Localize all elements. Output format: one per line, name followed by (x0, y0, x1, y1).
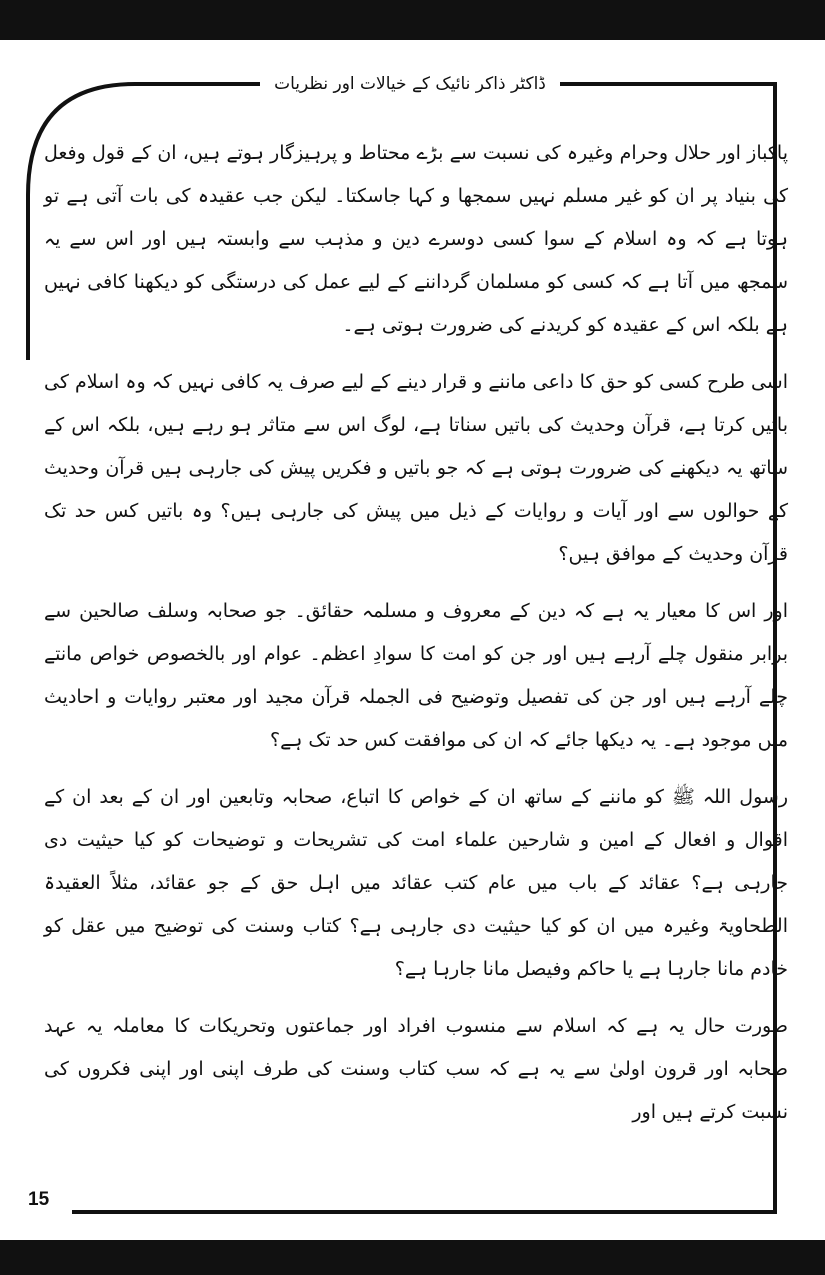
page-number: 15 (28, 1189, 50, 1210)
body-paragraph: اور اس کا معیار یہ ہے کہ دین کے معروف و مسلمہ حقائق۔ جو صحابہ وسلف صالحین سے برابر منقول چلے آرہے ہیں اور جن کو امت کا سوادِ اعظم۔ عوام اور بالخصوص خواص مانتے چلے آرہے ہیں اور جن کی تفصیل وتوضیح فی الجملہ قرآن مجید اور معتبر روایات و احادیث میں موجود ہے۔ یہ دیکھا جائے کہ ان کی موافقت کس حد تک ہے؟ (44, 600, 788, 751)
bottom-scan-border (0, 1240, 825, 1275)
body-paragraph: پاکباز اور حلال وحرام وغیرہ کی نسبت سے بڑے محتاط و پرہیزگار ہوتے ہیں، ان کے قول وفعل کی بنیاد پر ان کو غیر مسلم نہیں سمجھا و کہا جاسکتا۔ لیکن جب عقیدہ کی بات آتی ہے تو ہوتا ہے کہ وہ اسلام کے سوا کسی دوسرے دین و مذہب سے وابستہ ہیں اور اس سے یہ سمجھ میں آتا ہے کہ کسی کو مسلمان گرداننے کے لیے عمل کی درستگی کو دیکھنا کافی نہیں ہے بلکہ اس کے عقیدہ کو کریدنے کی ضرورت ہوتی ہے۔ (44, 142, 788, 336)
page-body (44, 132, 788, 1148)
running-header-title: ڈاکٹر ذاکر نائیک کے خیالات اور نظریات (260, 64, 560, 104)
body-paragraph: اسی طرح کسی کو حق کا داعی ماننے و قرار دینے کے لیے صرف یہ کافی نہیں کہ وہ اسلام کی باتیں کرتا ہے، قرآن وحدیث کی باتیں سناتا ہے، لوگ اس سے متاثر ہو رہے ہیں، بلکہ اس کے ساتھ یہ دیکھنے کی ضرورت ہوتی ہے کہ جو باتیں و فکریں پیش کی جارہی ہیں قرآن وحدیث کے حوالوں سے اور آیات و روایات کے ذیل میں پیش کی جارہی ہیں؟ وہ باتیں کس حد تک قرآن وحدیث کے موافق ہیں؟ (44, 371, 788, 565)
body-paragraph: صورت حال یہ ہے کہ اسلام سے منسوب افراد اور جماعتوں وتحریکات کا معاملہ یہ عہد صحابہ اور قرون اولیٰ سے یہ ہے کہ سب کتاب وسنت کی طرف اپنی اور اپنی فکروں کی نسبت کرتے ہیں اور (44, 1015, 788, 1123)
body-paragraph: رسول اللہ ﷺ کو ماننے کے ساتھ ان کے خواص کا اتباع، صحابہ وتابعین اور ان کے بعد ان کے اقوال و افعال کے امین و شارحین علماء امت کی تشریحات و توضیحات کو کیا حیثیت دی جارہی ہے؟ عقائد کے باب میں عام کتب عقائد میں اہل حق کے جو عقائد، مثلاً العقیدۃ الطحاویۃ وغیرہ میں ان کو کیا حیثیت دی جارہی ہے؟ کتاب وسنت کی توضیح میں عقل کو خادم مانا جارہا ہے یا حاکم وفیصل مانا جارہا ہے؟ (44, 786, 788, 980)
